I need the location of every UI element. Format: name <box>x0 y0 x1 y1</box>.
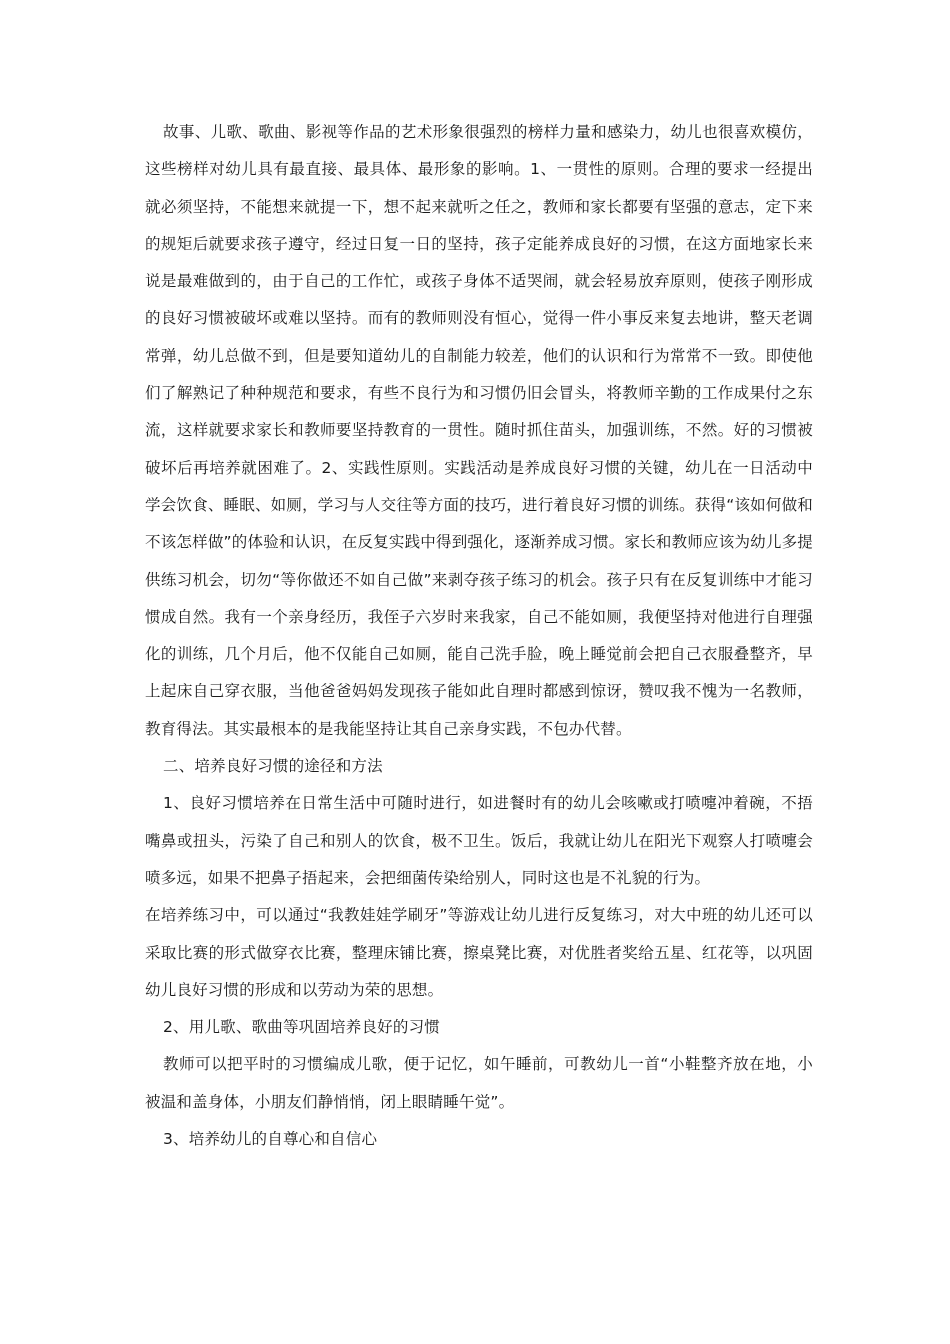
subheading-songs: 2、用儿歌、歌曲等巩固培养良好的习惯 <box>163 1018 440 1037</box>
subheading-self-esteem: 3、培养幼儿的自尊心和自信心 <box>163 1130 378 1149</box>
paragraph-nursery-rhyme: 教师可以把平时的习惯编成儿歌，便于记忆，如午睡前，可教幼儿一首“小鞋整齐放在地，小被温和盖身体，小朋友们静悄悄，闭上眼睛睡午觉”。 <box>145 1055 813 1111</box>
paragraph-practice-games: 在培养练习中，可以通过“我教娃娃学刷牙”等游戏让幼儿进行反复练习，对大中班的幼儿还可以采取比赛的形式做穿衣比赛，整理床铺比赛，擦桌凳比赛，对优胜者奖给五星、红花等，以巩固幼儿良好习惯的形成和以劳动为荣的思想。 <box>145 906 813 999</box>
document-body <box>145 114 813 1158</box>
section-heading-methods: 二、培养良好习惯的途径和方法 <box>163 757 383 776</box>
paragraph-principles: 故事、儿歌、歌曲、影视等作品的艺术形象很强烈的榜样力量和感染力，幼儿也很喜欢模仿，这些榜样对幼儿具有最直接、最具体、最形象的影响。1、一贯性的原则。合理的要求一经提出就必须坚持，不能想来就提一下，想不起来就听之任之，教师和家长都要有坚强的意志，定下来的规矩后就要求孩子遵守，经过日复一日的坚持，孩子定能养成良好的习惯，在这方面地家长来说是最难做到的，由于自己的工作忙，或孩子身体不适哭闹，就会轻易放弃原则，使孩子刚形成的良好习惯被破坏或难以坚持。而有的教师则没有恒心，觉得一件小事反来复去地讲，整天老调常弹，幼儿总做不到，但是要知道幼儿的自制能力较差，他们的认识和行为常常不一致。即使他们了解熟记了种种规范和要求，有些不良行为和习惯仍旧会冒头，将教师辛勤的工作成果付之东流，这样就要求家长和教师要坚持教育的一贯性。随时抓住苗头，加强训练，不然。好的习惯被破坏后再培养就困难了。2、实践性原则。实践活动是养成良好习惯的关键，幼儿在一日活动中学会饮食、睡眠、如厕，学习与人交往等方面的技巧，进行着良好习惯的训练。获得“该如何做和不该怎样做”的体验和认识，在反复实践中得到强化，逐渐养成习惯。家长和教师应该为幼儿多提供练习机会，切勿“等你做还不如自己做”来剥夺孩子练习的机会。孩子只有在反复训练中才能习惯成自然。我有一个亲身经历，我侄子六岁时来我家，自己不能如厕，我便坚持对他进行自理强化的训练，几个月后，他不仅能自己如厕，能自己洗手脸，晚上睡觉前会把自己衣服叠整齐，早上起床自己穿衣服，当他爸爸妈妈发现孩子能如此自理时都感到惊讶，赞叹我不愧为一名教师，教育得法。其实最根本的是我能坚持让其自己亲身实践，不包办代替。 <box>145 123 813 738</box>
paragraph-daily-life: 1、良好习惯培养在日常生活中可随时进行，如进餐时有的幼儿会咳嗽或打喷嚏冲着碗，不捂嘴鼻或扭头，污染了自己和别人的饮食，极不卫生。饭后，我就让幼儿在阳光下观察人打喷嚏会喷多远，如果不把鼻子捂起来，会把细菌传染给别人，同时这也是不礼貌的行为。 <box>145 794 813 887</box>
